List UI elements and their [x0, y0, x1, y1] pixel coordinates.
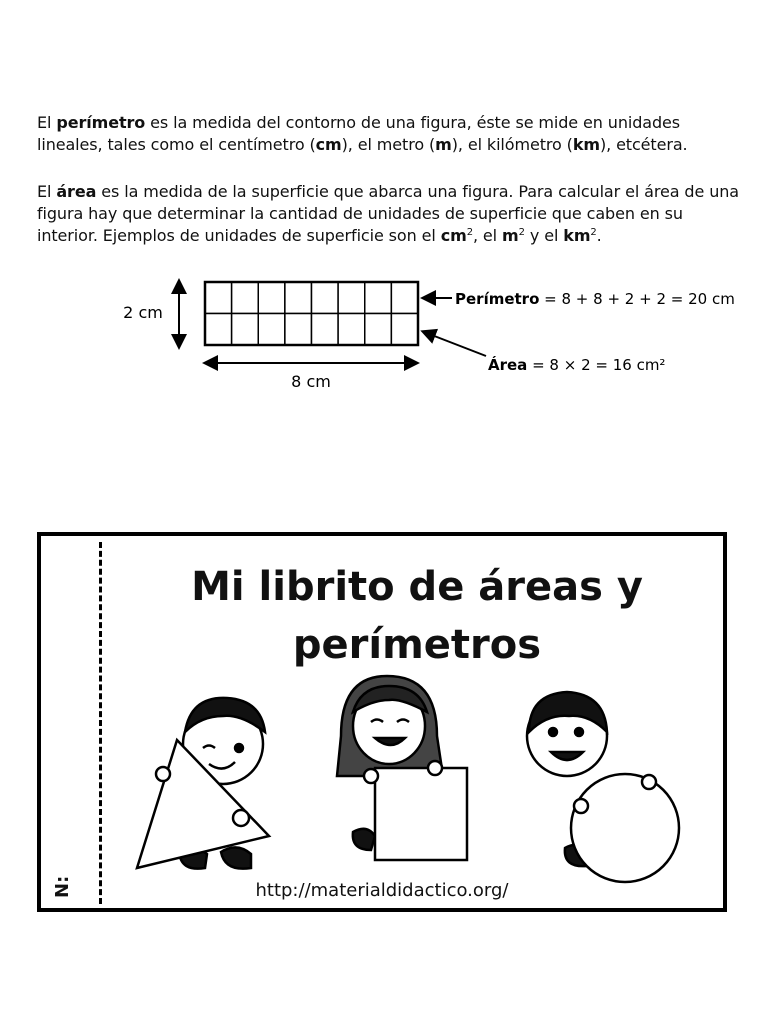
kid2-hand	[364, 769, 378, 783]
perimeter-formula	[455, 290, 735, 308]
grid-cell	[285, 314, 312, 346]
grid-cell	[258, 314, 285, 346]
text: .	[596, 226, 602, 245]
text: y el	[524, 226, 564, 245]
kid-with-circle	[527, 692, 679, 882]
grid-cell	[312, 282, 339, 314]
booklet-cover	[37, 532, 727, 912]
grid-cell	[391, 282, 418, 314]
superscript: 2	[518, 227, 525, 238]
area-arrow	[424, 332, 486, 356]
kid-with-square	[337, 676, 467, 860]
kid1-eye	[235, 744, 243, 752]
superscript: 2	[590, 227, 597, 238]
perimeter-definition	[37, 112, 742, 156]
grid-cell	[232, 282, 259, 314]
unit-km2: km	[563, 226, 591, 245]
grid-rectangle	[205, 282, 418, 345]
kid3-eye	[575, 728, 583, 736]
text: ), el kilómetro (	[451, 135, 573, 154]
grid-cell	[205, 282, 232, 314]
source-url: http://materialdidactico.org/	[255, 880, 509, 901]
kid3-eye	[549, 728, 557, 736]
height-label: 2 cm	[123, 303, 163, 322]
perimeter-expression: = 8 + 8 + 2 + 2 = 20 cm	[539, 290, 735, 308]
grid-cell	[285, 282, 312, 314]
area-formula	[488, 355, 665, 374]
unit-m: m	[435, 135, 452, 154]
unit-km: km	[572, 135, 600, 154]
grid-cell	[338, 282, 365, 314]
unit-m2: m	[502, 226, 519, 245]
children-illustration	[41, 536, 723, 908]
kid2-shoe	[353, 829, 375, 850]
text: El	[37, 182, 57, 201]
term-area: área	[56, 182, 97, 201]
grid-cell	[365, 282, 392, 314]
text: , el	[472, 226, 503, 245]
circle-shape	[571, 774, 679, 882]
rectangle-diagram	[0, 270, 768, 400]
grid-cell	[365, 314, 392, 346]
grid-cell	[312, 314, 339, 346]
text: es la medida del contorno de una figura, éste se mide en unidades lineales, tales como el centímetro (	[37, 113, 681, 154]
text: El	[37, 113, 57, 132]
kid3-hand	[574, 799, 588, 813]
perimeter-term: Perímetro	[455, 290, 540, 308]
text: ), etcétera.	[599, 135, 688, 154]
page-number-label: N:	[52, 875, 73, 898]
text: es la medida de la superficie que abarca una figura. Para calcular el área de una figura hay que determinar la cantidad de unidades de superficie que caben en su interior. Ejemplos de unidades de superficie son el	[37, 182, 739, 245]
unit-cm2: cm	[440, 226, 467, 245]
square-shape	[375, 768, 467, 860]
grid-cell	[232, 314, 259, 346]
title-line-1: Mi librito de áreas y	[191, 564, 643, 610]
area-definition	[37, 181, 742, 247]
text: ), el metro (	[341, 135, 436, 154]
area-expression: = 8 × 2 = 16 cm²	[527, 356, 666, 374]
area-term: Área	[488, 356, 528, 374]
kid1-hand	[233, 810, 249, 826]
kid1-shoe-right	[221, 847, 251, 868]
kid3-hand	[642, 775, 656, 789]
kid-with-triangle	[137, 698, 269, 869]
superscript: 2	[466, 227, 473, 238]
kid1-hand	[156, 767, 170, 781]
width-label: 8 cm	[291, 372, 331, 391]
grid-cell	[205, 314, 232, 346]
kid2-hand	[428, 761, 442, 775]
title-line-2: perímetros	[292, 622, 542, 668]
grid-cell	[258, 282, 285, 314]
grid-cell	[338, 314, 365, 346]
unit-cm: cm	[315, 135, 342, 154]
term-perimetro: perímetro	[56, 113, 146, 132]
grid-cell	[391, 314, 418, 346]
